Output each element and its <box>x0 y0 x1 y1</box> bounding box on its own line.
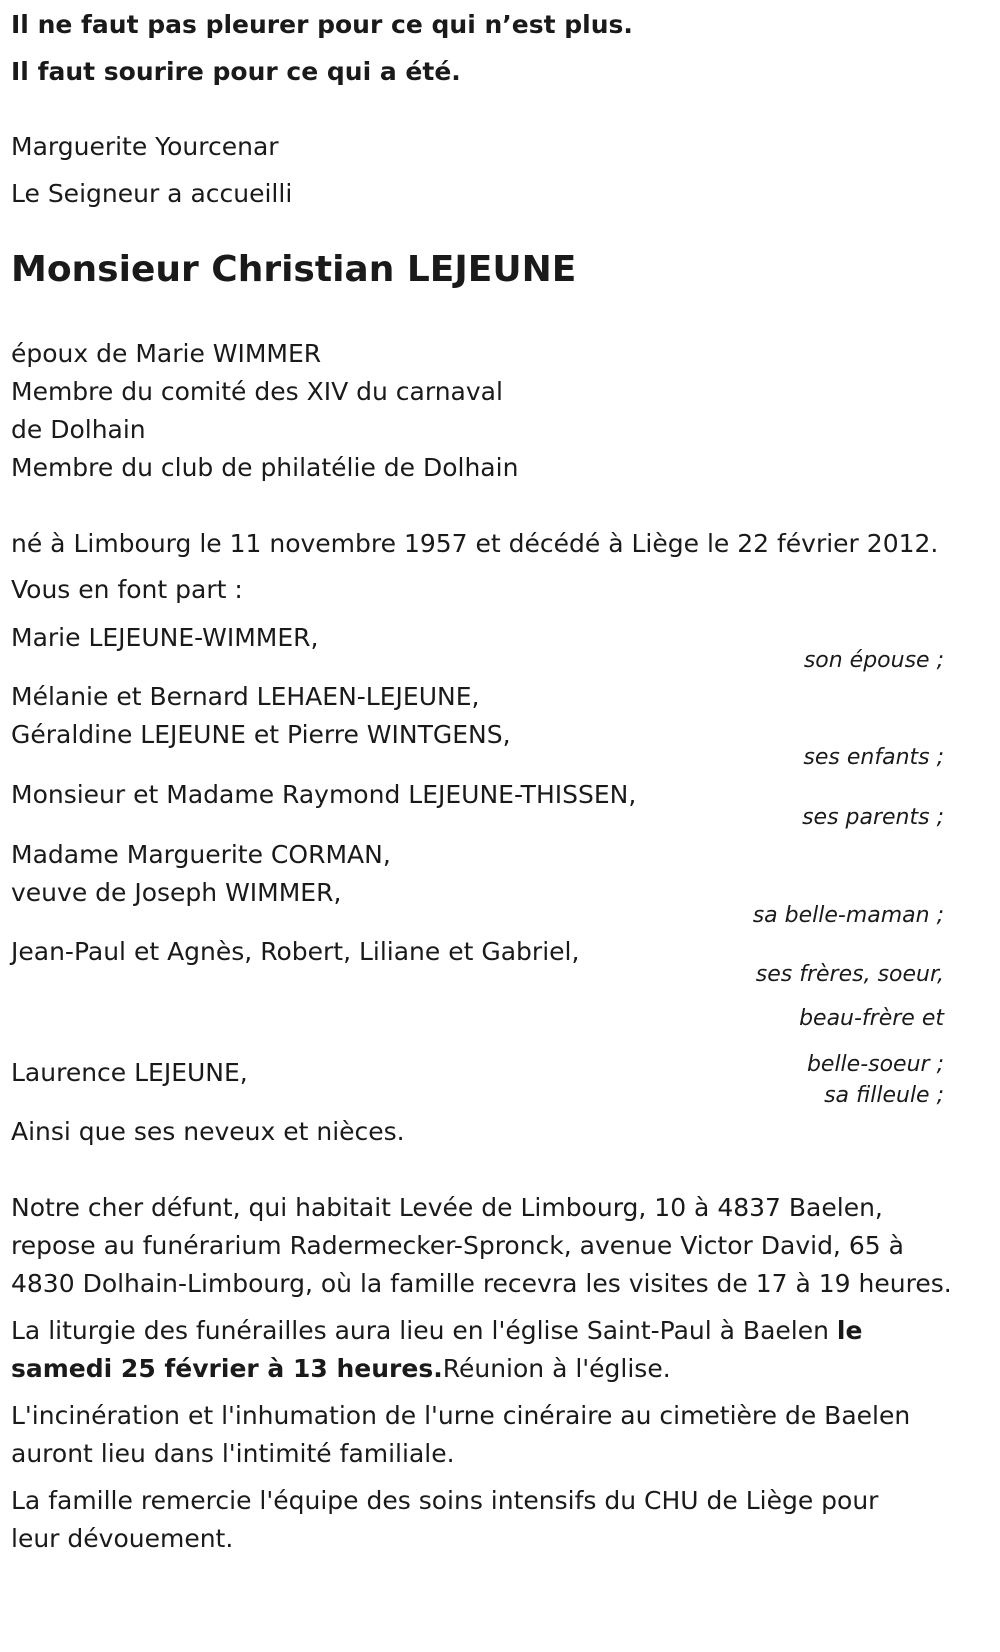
family-role: son épouse ; <box>803 648 944 673</box>
liturgy-date: samedi 25 février à 13 heures. <box>11 1354 443 1383</box>
quote-author: Marguerite Yourcenar <box>11 132 279 161</box>
thanks-paragraph <box>11 1482 878 1558</box>
paragraph-line: auront lieu dans l'intimité familiale. <box>11 1439 455 1468</box>
family-entry <box>11 678 952 792</box>
family-role: sa filleule ; <box>824 1083 944 1108</box>
paragraph-line <box>11 1350 862 1388</box>
family-role: belle-soeur ; <box>806 1052 944 1077</box>
paragraph-line: leur dévouement. <box>11 1524 234 1553</box>
family-role: ses enfants ; <box>803 745 944 770</box>
detail-line: époux de Marie WIMMER <box>11 339 322 368</box>
quote-line-1: Il ne faut pas pleurer pour ce qui n’est plus. <box>11 10 633 39</box>
liturgy-date: le <box>836 1316 863 1345</box>
liturgy-meeting: Réunion à l'église. <box>442 1354 671 1383</box>
residence-paragraph <box>11 1189 952 1303</box>
intro-text: Le Seigneur a accueilli <box>11 179 293 208</box>
deceased-details <box>11 335 518 487</box>
family-name: Laurence LEJEUNE, <box>11 1058 248 1087</box>
paragraph-line: La famille remercie l'équipe des soins intensifs du CHU de Liège pour <box>11 1486 879 1515</box>
family-name: Jean-Paul et Agnès, Robert, Liliane et Gabriel, <box>11 937 580 966</box>
paragraph-line: repose au funérarium Radermecker-Spronck, avenue Victor David, 65 à <box>11 1231 904 1260</box>
cremation-paragraph <box>11 1397 910 1473</box>
family-role: beau-frère et <box>799 1006 944 1031</box>
paragraph-line <box>11 1312 862 1350</box>
liturgy-text: La liturgie des funérailles aura lieu en l'église Saint-Paul à Baelen <box>11 1316 837 1345</box>
paragraph-line: Notre cher défunt, qui habitait Levée de Limbourg, 10 à 4837 Baelen, <box>11 1193 883 1222</box>
detail-line: Membre du club de philatélie de Dolhain <box>11 453 519 482</box>
family-name: Géraldine LEJEUNE et Pierre WINTGENS, <box>11 720 511 749</box>
deceased-name: Monsieur Christian LEJEUNE <box>11 249 577 290</box>
paragraph-line: 4830 Dolhain-Limbourg, où la famille recevra les visites de 17 à 19 heures. <box>11 1269 952 1298</box>
quote-line-2: Il faut sourire pour ce qui a été. <box>11 57 461 86</box>
family-name: Madame Marguerite CORMAN, <box>11 840 391 869</box>
family-name: Marie LEJEUNE-WIMMER, <box>11 623 319 652</box>
family-role: ses parents ; <box>802 805 944 830</box>
family-name: Mélanie et Bernard LEHAEN-LEJEUNE, <box>11 682 480 711</box>
nephews-line: Ainsi que ses neveux et nièces. <box>11 1117 405 1146</box>
detail-line: Membre du comité des XIV du carnaval <box>11 377 503 406</box>
liturgy-paragraph <box>11 1312 862 1388</box>
birth-death-line: né à Limbourg le 11 novembre 1957 et décédé à Liège le 22 février 2012. <box>11 529 939 558</box>
family-name: Monsieur et Madame Raymond LEJEUNE-THISSEN, <box>11 780 637 809</box>
family-role: sa belle-maman ; <box>752 903 944 928</box>
family-name: veuve de Joseph WIMMER, <box>11 878 342 907</box>
family-role: ses frères, soeur, <box>755 962 944 987</box>
announce-line: Vous en font part : <box>11 575 243 604</box>
paragraph-line: L'incinération et l'inhumation de l'urne cinéraire au cimetière de Baelen <box>11 1401 911 1430</box>
detail-line: de Dolhain <box>11 415 146 444</box>
